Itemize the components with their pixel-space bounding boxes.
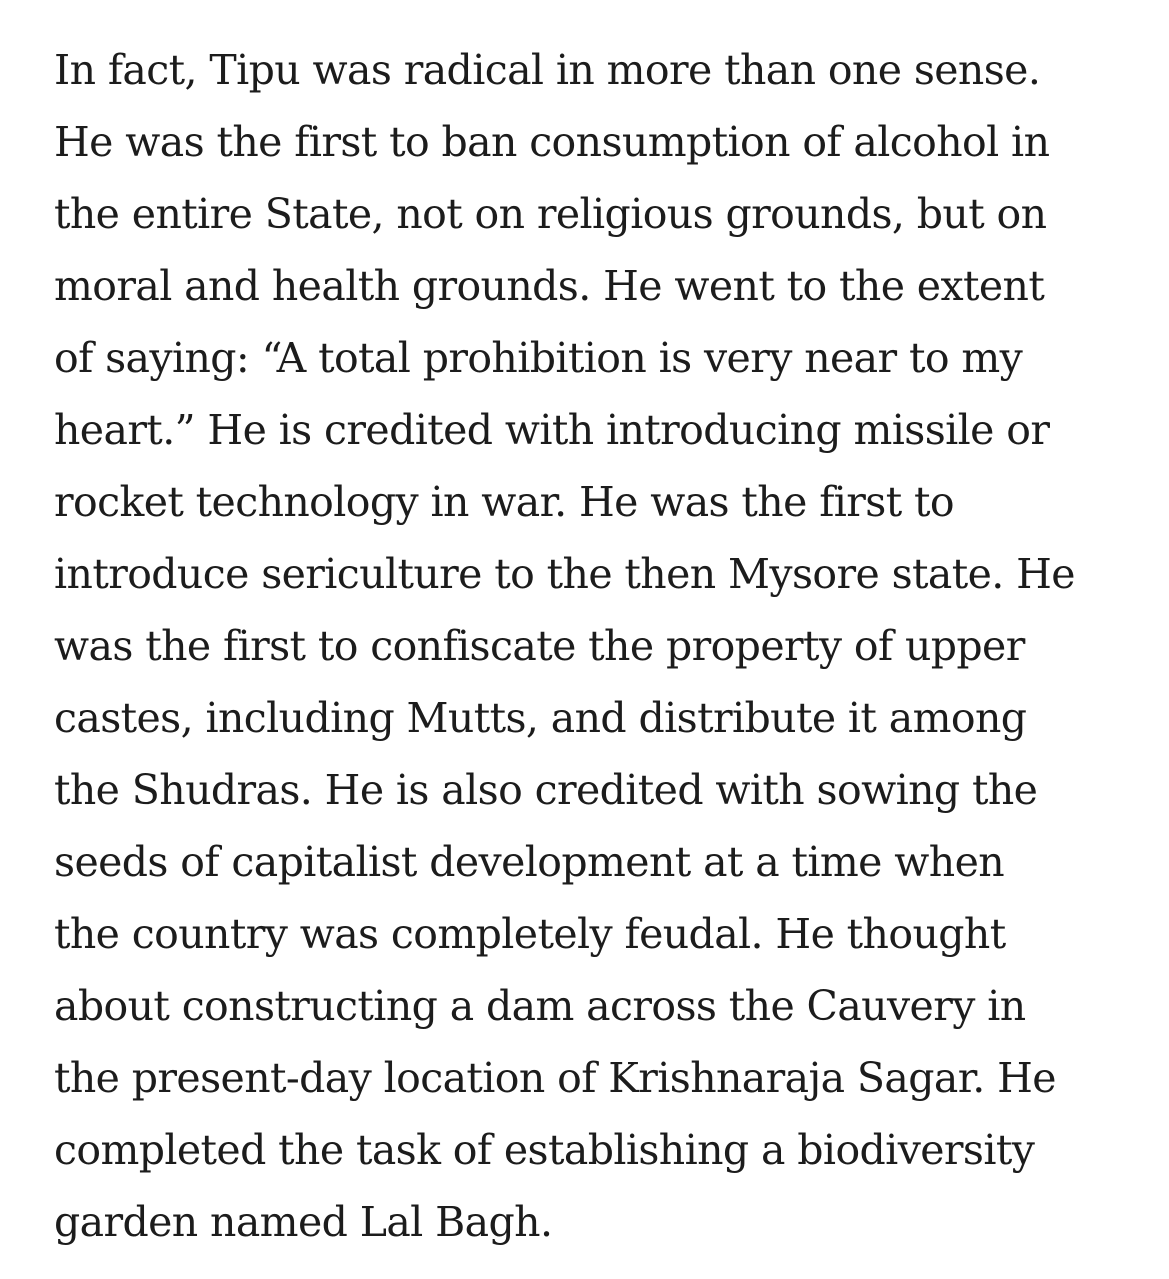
paragraph-line: In fact, Tipu was radical in more than one sense. bbox=[54, 46, 1041, 94]
paragraph-line: completed the task of establishing a biodiversity bbox=[54, 1126, 1035, 1174]
paragraph-line: garden named Lal Bagh. bbox=[54, 1198, 553, 1246]
paragraph-line: the entire State, not on religious grounds, but on bbox=[54, 190, 1047, 238]
paragraph-line: heart.” He is credited with introducing missile or bbox=[54, 406, 1050, 454]
paragraph-line: was the first to confiscate the property of upper bbox=[54, 622, 1025, 670]
paragraph-line: castes, including Mutts, and distribute it among bbox=[54, 694, 1027, 742]
paragraph-line: He was the first to ban consumption of alcohol in bbox=[54, 118, 1050, 166]
paragraph-line: seeds of capitalist development at a time when bbox=[54, 838, 1005, 886]
paragraph-line: introduce sericulture to the then Mysore state. He bbox=[54, 550, 1075, 598]
article-paragraph bbox=[54, 34, 1154, 1258]
paragraph-line: the Shudras. He is also credited with sowing the bbox=[54, 766, 1038, 814]
paragraph-line: the present-day location of Krishnaraja Sagar. He bbox=[54, 1054, 1056, 1102]
paragraph-line: the country was completely feudal. He thought bbox=[54, 910, 1006, 958]
paragraph-line: moral and health grounds. He went to the extent bbox=[54, 262, 1045, 310]
paragraph-line: about constructing a dam across the Cauvery in bbox=[54, 982, 1026, 1030]
paragraph-line: rocket technology in war. He was the first to bbox=[54, 478, 954, 526]
paragraph-line: of saying: “A total prohibition is very near to my bbox=[54, 334, 1023, 382]
